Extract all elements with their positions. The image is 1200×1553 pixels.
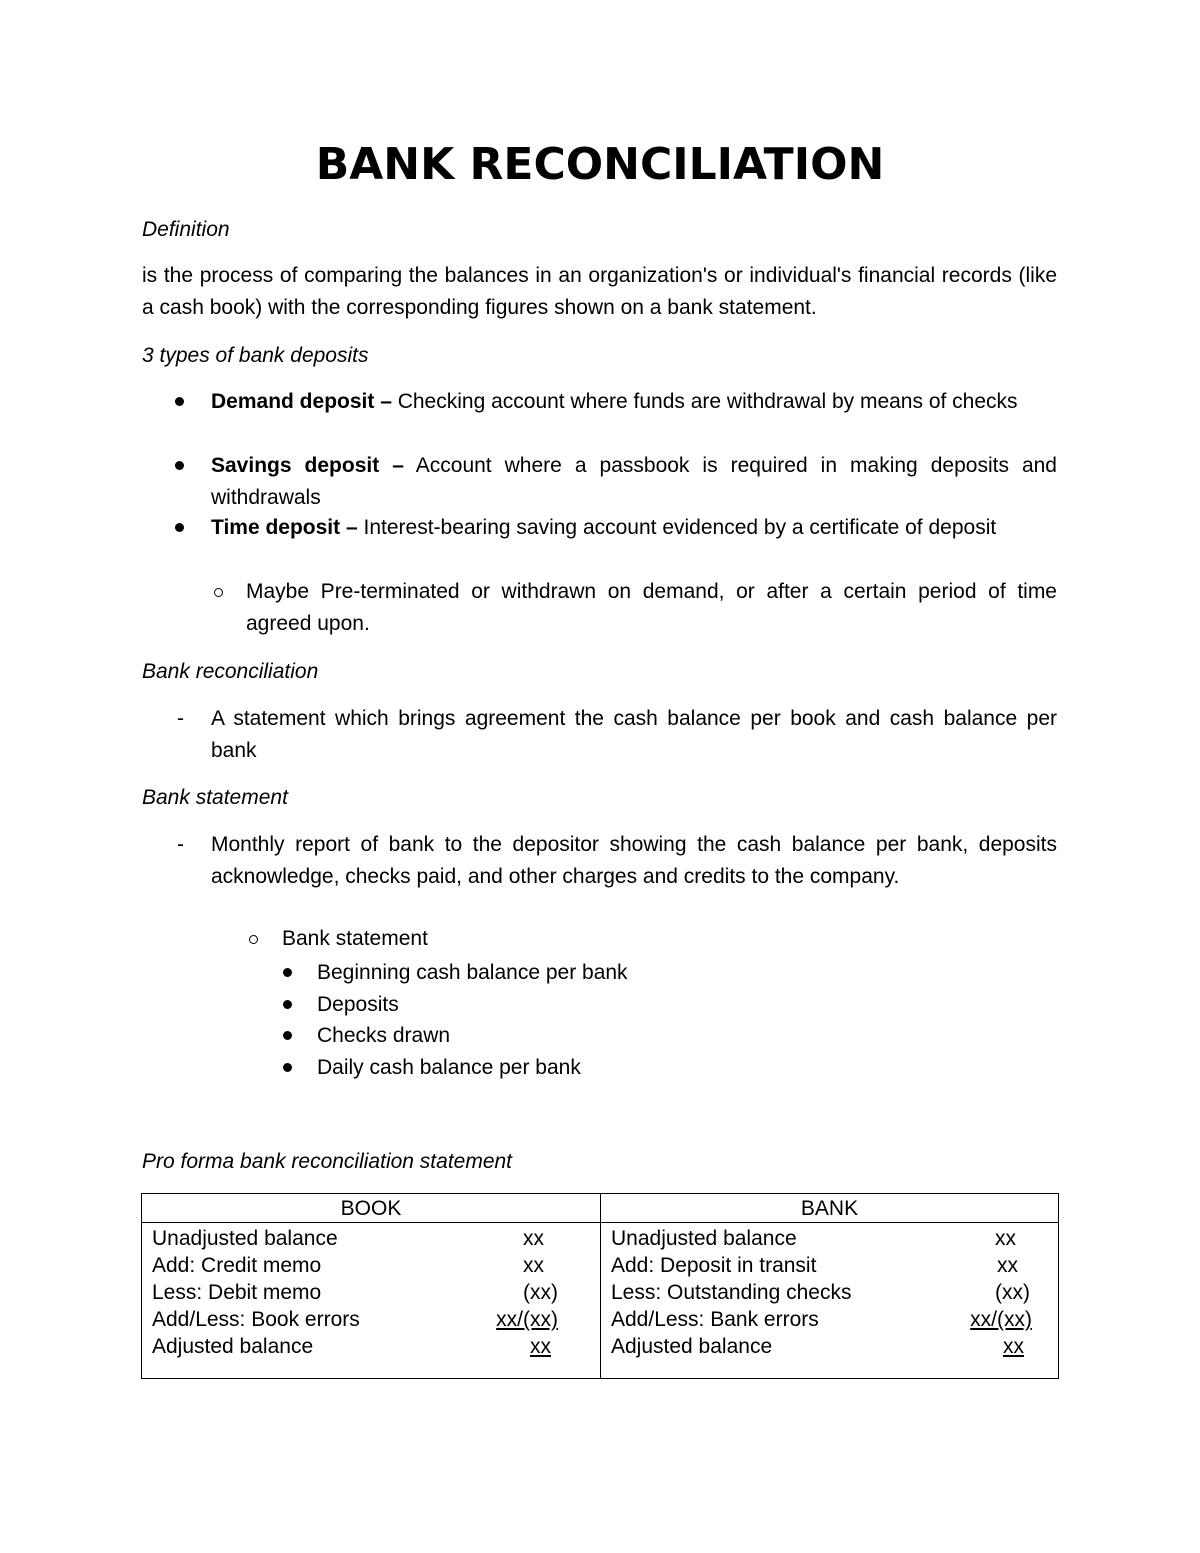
bank-reconciliation-text: A statement which brings agreement the cash balance per book and cash balance per bank xyxy=(211,707,1057,762)
book-row-label: Unadjusted balance xyxy=(152,1227,338,1250)
book-row-label: Add: Credit memo xyxy=(152,1254,322,1277)
list-item-demand-deposit xyxy=(211,386,1057,418)
bank-statement-heading: Bank statement xyxy=(142,786,288,809)
bank-statement-sub-heading: Bank statement xyxy=(282,927,428,950)
book-row-amount: xx/(xx) xyxy=(496,1308,558,1331)
term: Demand deposit – xyxy=(211,390,392,413)
list-item xyxy=(317,957,1017,989)
hollow-bullet-icon xyxy=(249,935,258,944)
book-row-amount: xx xyxy=(523,1227,544,1250)
page-title: BANK RECONCILIATION xyxy=(315,139,885,190)
sub-item-text: Maybe Pre-terminated or withdrawn on demand, or after a certain period of time agreed upon. xyxy=(246,580,1057,635)
bullet-icon xyxy=(283,1000,292,1009)
book-row-label: Adjusted balance xyxy=(152,1335,314,1358)
term: Time deposit – xyxy=(211,516,358,539)
bullet-icon xyxy=(175,461,184,470)
hollow-bullet-icon xyxy=(214,588,223,597)
list-item-text: Deposits xyxy=(317,993,399,1016)
list-item xyxy=(317,989,1017,1021)
reconciliation-table xyxy=(141,1193,1059,1379)
list-item-time-deposit xyxy=(211,512,1057,544)
list-item xyxy=(317,1052,1017,1084)
list-item-bank-reconciliation xyxy=(177,703,1057,766)
list-item-text: Checks drawn xyxy=(317,1024,451,1047)
list-item-text: Beginning cash balance per bank xyxy=(317,961,628,984)
bank-row-label: Less: Outstanding checks xyxy=(611,1281,852,1304)
book-row-label: Less: Debit memo xyxy=(152,1281,322,1304)
term: Savings deposit – xyxy=(211,454,404,477)
bullet-icon xyxy=(283,968,292,977)
bullet-icon xyxy=(283,1031,292,1040)
book-row-amount: xx xyxy=(523,1254,544,1277)
book-row-label: Add/Less: Book errors xyxy=(152,1308,360,1331)
bank-row-amount: xx/(xx) xyxy=(970,1308,1032,1331)
bank-column-header: BANK xyxy=(800,1197,859,1220)
list-item xyxy=(317,1020,1017,1052)
bank-row-amount: (xx) xyxy=(995,1281,1030,1304)
definition-text: is the process of comparing the balances in an organization's or individual's financial records (like a cash book) with the corresponding figures shown on a bank statement. xyxy=(142,264,1057,319)
definition-heading: Definition xyxy=(142,218,230,241)
list-item-bank-statement-sub xyxy=(282,923,982,955)
list-item-time-deposit-note xyxy=(246,576,1057,639)
pro-forma-heading: Pro forma bank reconciliation statement xyxy=(142,1150,513,1173)
list-item-savings-deposit xyxy=(211,450,1057,513)
list-item-text: Daily cash balance per bank xyxy=(317,1056,581,1079)
bank-row-label: Adjusted balance xyxy=(611,1335,773,1358)
book-row-amount: xx xyxy=(530,1335,551,1358)
book-column-header: BOOK xyxy=(340,1197,402,1220)
bank-reconciliation-heading: Bank reconciliation xyxy=(142,660,319,683)
bank-row-label: Unadjusted balance xyxy=(611,1227,797,1250)
bank-row-label: Add: Deposit in transit xyxy=(611,1254,817,1277)
dash-icon: - xyxy=(177,833,184,856)
desc: Account where a passbook is required in making deposits and withdrawals xyxy=(211,454,1057,509)
deposits-heading: 3 types of bank deposits xyxy=(142,344,369,367)
bullet-icon xyxy=(175,397,184,406)
desc: Checking account where funds are withdrawal by means of checks xyxy=(391,390,1018,413)
bank-statement-text: Monthly report of bank to the depositor showing the cash balance per bank, deposits acknowledge, checks paid, and other charges and credits to the company. xyxy=(211,833,1057,888)
desc: Interest-bearing saving account evidenced by a certificate of deposit xyxy=(357,516,997,539)
book-row-amount: (xx) xyxy=(523,1281,558,1304)
dash-icon: - xyxy=(177,707,184,730)
header-divider xyxy=(142,1222,1058,1223)
list-item-bank-statement xyxy=(177,829,1057,892)
bank-row-label: Add/Less: Bank errors xyxy=(611,1308,819,1331)
bank-row-amount: xx xyxy=(1003,1335,1024,1358)
bullet-icon xyxy=(283,1063,292,1072)
bullet-icon xyxy=(175,523,184,532)
bank-row-amount: xx xyxy=(997,1254,1018,1277)
bank-row-amount: xx xyxy=(995,1227,1016,1250)
